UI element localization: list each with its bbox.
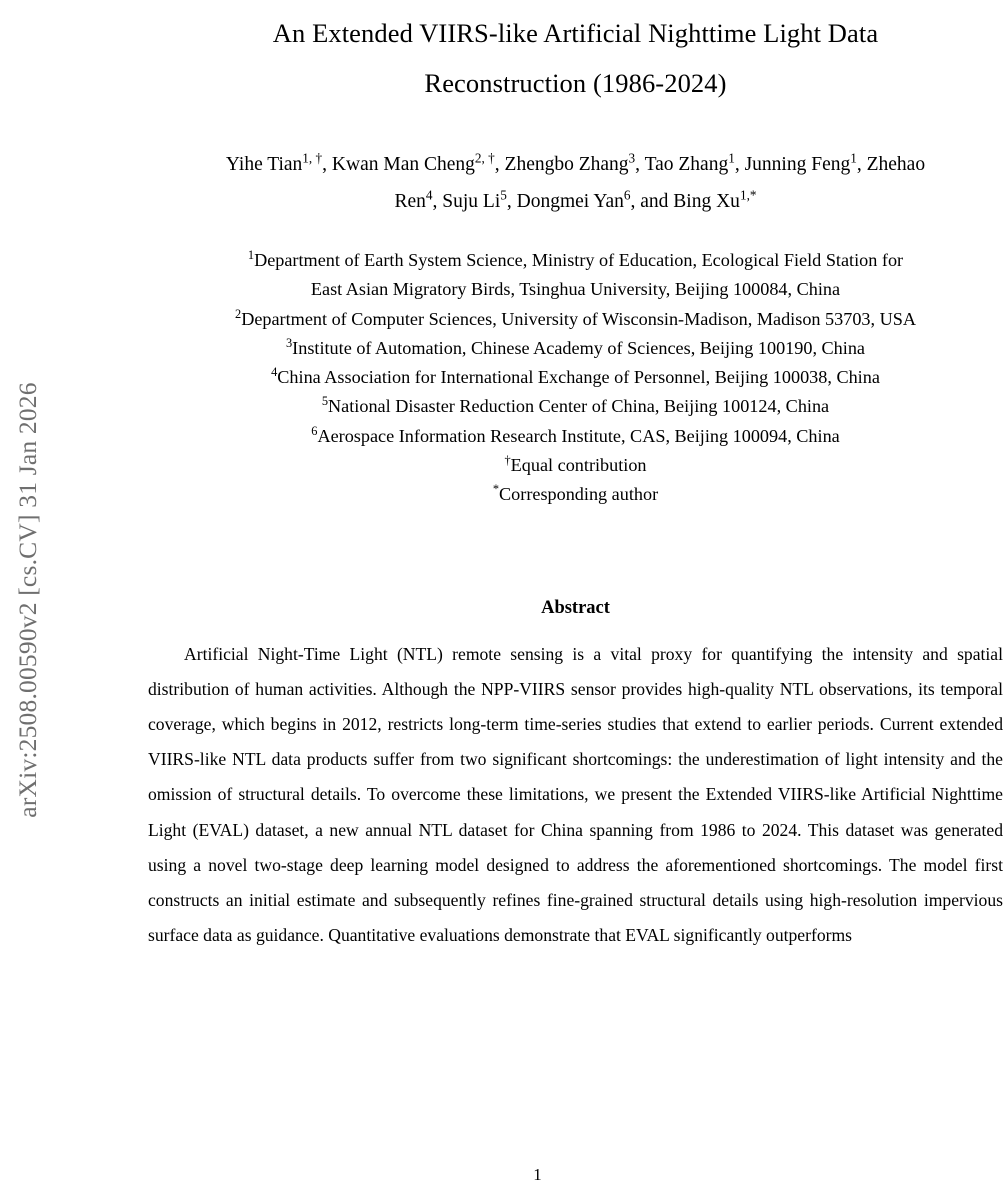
author-list [148, 146, 1003, 220]
paper-page [70, 0, 1005, 1200]
affiliation-2: $^2$Department of Computer Sciences, University of Wisconsin-Madison, Madison 53703, USA [235, 306, 916, 329]
page-number: 1 [533, 1165, 542, 1184]
affiliation-3: $^3$Institute of Automation, Chinese Academy of Sciences, Beijing 100190, China [285, 335, 865, 358]
footnote-equal-contribution: †Equal contribution [504, 453, 647, 476]
page-title [148, 8, 1003, 108]
author-line-1: Yihe Tian$^{1, \dagger}$, Kwan Man Cheng$^{2, \dagger}$, Zhengbo Zhang$^3$, Tao Zhang$^1$, Junning Feng$^1$, Zhehao [225, 150, 926, 175]
footnote-corresponding-author: *Corresponding author [492, 482, 659, 505]
affiliation-1b: East Asian Migratory Birds, Tsinghua University, Beijing 100084, China [310, 279, 841, 300]
affiliation-6: $^6$Aerospace Information Research Institute, CAS, Beijing 100094, China [311, 423, 840, 446]
arxiv-identifier-stamp: arXiv:2508.00590v2 [cs.CV] 31 Jan 2026 [13, 382, 42, 818]
affiliation-1a: $^1$Department of Earth System Science, Ministry of Education, Ecological Field Station for [247, 247, 904, 270]
paper-content [148, 0, 1003, 954]
affiliation-5: $^5$National Disaster Reduction Center of China, Beijing 100124, China [321, 394, 830, 417]
title-line-2: Reconstruction (1986-2024) [424, 68, 727, 98]
abstract-heading: Abstract [541, 597, 610, 618]
affiliation-4: $^4$China Association for International Exchange of Personnel, Beijing 100038, China [271, 365, 880, 388]
author-line-2: Ren$^4$, Suju Li$^5$, Dongmei Yan$^6$, and Bing $Xu^{1,*}$ [394, 187, 757, 212]
abstract-body: Artificial Night-Time Light (NTL) remote sensing is a vital proxy for quantifying the intensity and spatial distribution of human activities. Although the NPP-VIIRS sensor provides high-quality NTL observations, its temporal coverage, which begins in 2012, restricts long-term time-series studies that extend to earlier periods. Current extended VIIRS-like NTL data products suffer from two significant shortcomings: the underestimation of light intensity and the omission of structural details. To overcome these limitations, we present the Extended VIIRS-like Artificial Nighttime Light (EVAL) dataset, a new annual NTL dataset for China spanning from 1986 to 2024. This dataset was generated using a novel two-stage deep learning model designed to address the aforementioned shortcomings. The model first constructs an initial estimate and subsequently refines fine-grained structural details using high-resolution impervious surface data as guidance. Quantitative evaluations demonstrate that EVAL significantly outperforms [148, 643, 1003, 946]
title-line-1: An Extended VIIRS-like Artificial Nighttime Light Data [272, 18, 879, 48]
affiliation-list [148, 246, 1003, 510]
